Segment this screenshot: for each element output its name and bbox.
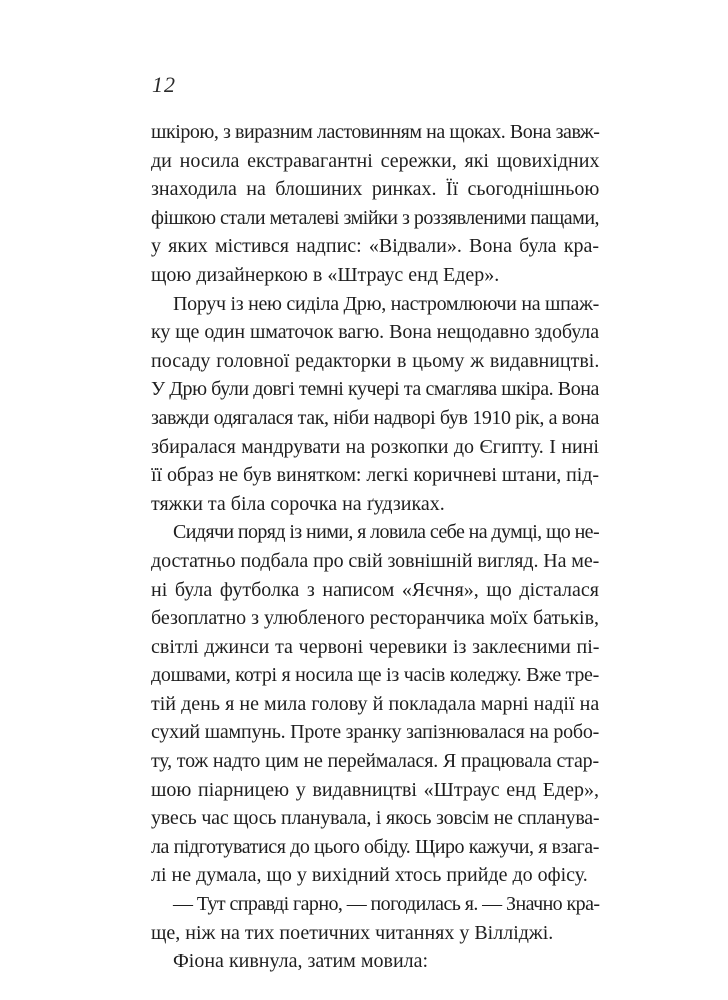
text-line: ку ще один шматочок вагю. Вона нещодавно здобула: [151, 321, 599, 344]
text-line: у яких містився надпис: «Відвали». Вона була кра-: [151, 235, 599, 258]
text-line: У Дрю були довгі темні кучері та смаглява шкіра. Вона: [151, 378, 599, 401]
text-line: ла підготуватися до цього обіду. Щиро кажучи, я взага-: [151, 835, 599, 858]
paragraph: [151, 518, 599, 890]
text-line: Фіона кивнула, затим мовила:: [173, 950, 429, 973]
text-line: тій день я не мила голову й покладала марні надії на: [151, 692, 600, 715]
text-line: шкірою, з виразним ластовинням на щоках. Вона завж-: [151, 121, 600, 143]
text-line: шою піарницею у видавництві «Штраус енд Едер»,: [151, 778, 599, 801]
paragraph: [151, 290, 599, 519]
page-number: 12: [152, 72, 176, 97]
text-line: світлі джинси та червоні черевики із заклеєними пі-: [151, 635, 600, 658]
paragraph: [151, 947, 599, 976]
paragraph: [151, 890, 599, 947]
text-line: — Тут справді гарно, — погодилась я. — Значно кра-: [173, 893, 600, 916]
text-line: ні була футболка з написом «Яєчня», що дісталася: [151, 578, 599, 601]
text-line: безоплатно з улюбленого ресторанчика моїх батьків,: [151, 607, 599, 630]
text-line: посаду головної редакторки в цьому ж видавництві.: [151, 349, 600, 372]
paragraph: [151, 118, 599, 290]
text-line: щою дизайнеркою в «Штраус енд Едер».: [151, 263, 500, 286]
text-line: дошвами, котрі я носила ще із часів коледжу. Вже тре-: [151, 664, 599, 687]
text-line: Сидячи поряд із ними, я ловила себе на думці, що не-: [173, 521, 599, 544]
text-line: її образ не був винятком: легкі коричневі штани, під-: [151, 464, 599, 487]
text-line: тяжки та біла сорочка на ґудзиках.: [151, 492, 445, 515]
text-line: ту, тож надто цим не переймалася. Я працювала стар-: [151, 750, 599, 773]
text-line: ще, ніж на тих поетичних читаннях у Вілліджі.: [151, 921, 554, 944]
text-line: ди носила екстравагантні сережки, які щовихідних: [151, 149, 600, 172]
text-line: лі не думала, що у вихідний хтось прийде до офісу.: [151, 864, 588, 887]
text-line: збиралася мандрувати на розкопки до Єгипту. І нині: [151, 435, 599, 458]
text-line: Поруч із нею сиділа Дрю, настромлюючи на шпаж-: [173, 292, 599, 315]
text-line: сухий шампунь. Проте зранку запізнювалася на робо-: [151, 721, 600, 744]
text-line: увесь час щось планувала, і якось зовсім не спланува-: [151, 807, 600, 830]
body-text: [151, 118, 599, 976]
text-line: знаходила на блошиних ринках. Її сьогоднішньою: [151, 178, 600, 201]
text-line: фішкою стали металеві змійки з роззявленими пащами,: [151, 206, 599, 229]
text-line: достатньо подбала про свій зовнішній вигляд. На ме-: [151, 549, 600, 572]
text-line: завжди одягалася так, ніби надворі був 1910 рік, а вона: [151, 406, 599, 429]
